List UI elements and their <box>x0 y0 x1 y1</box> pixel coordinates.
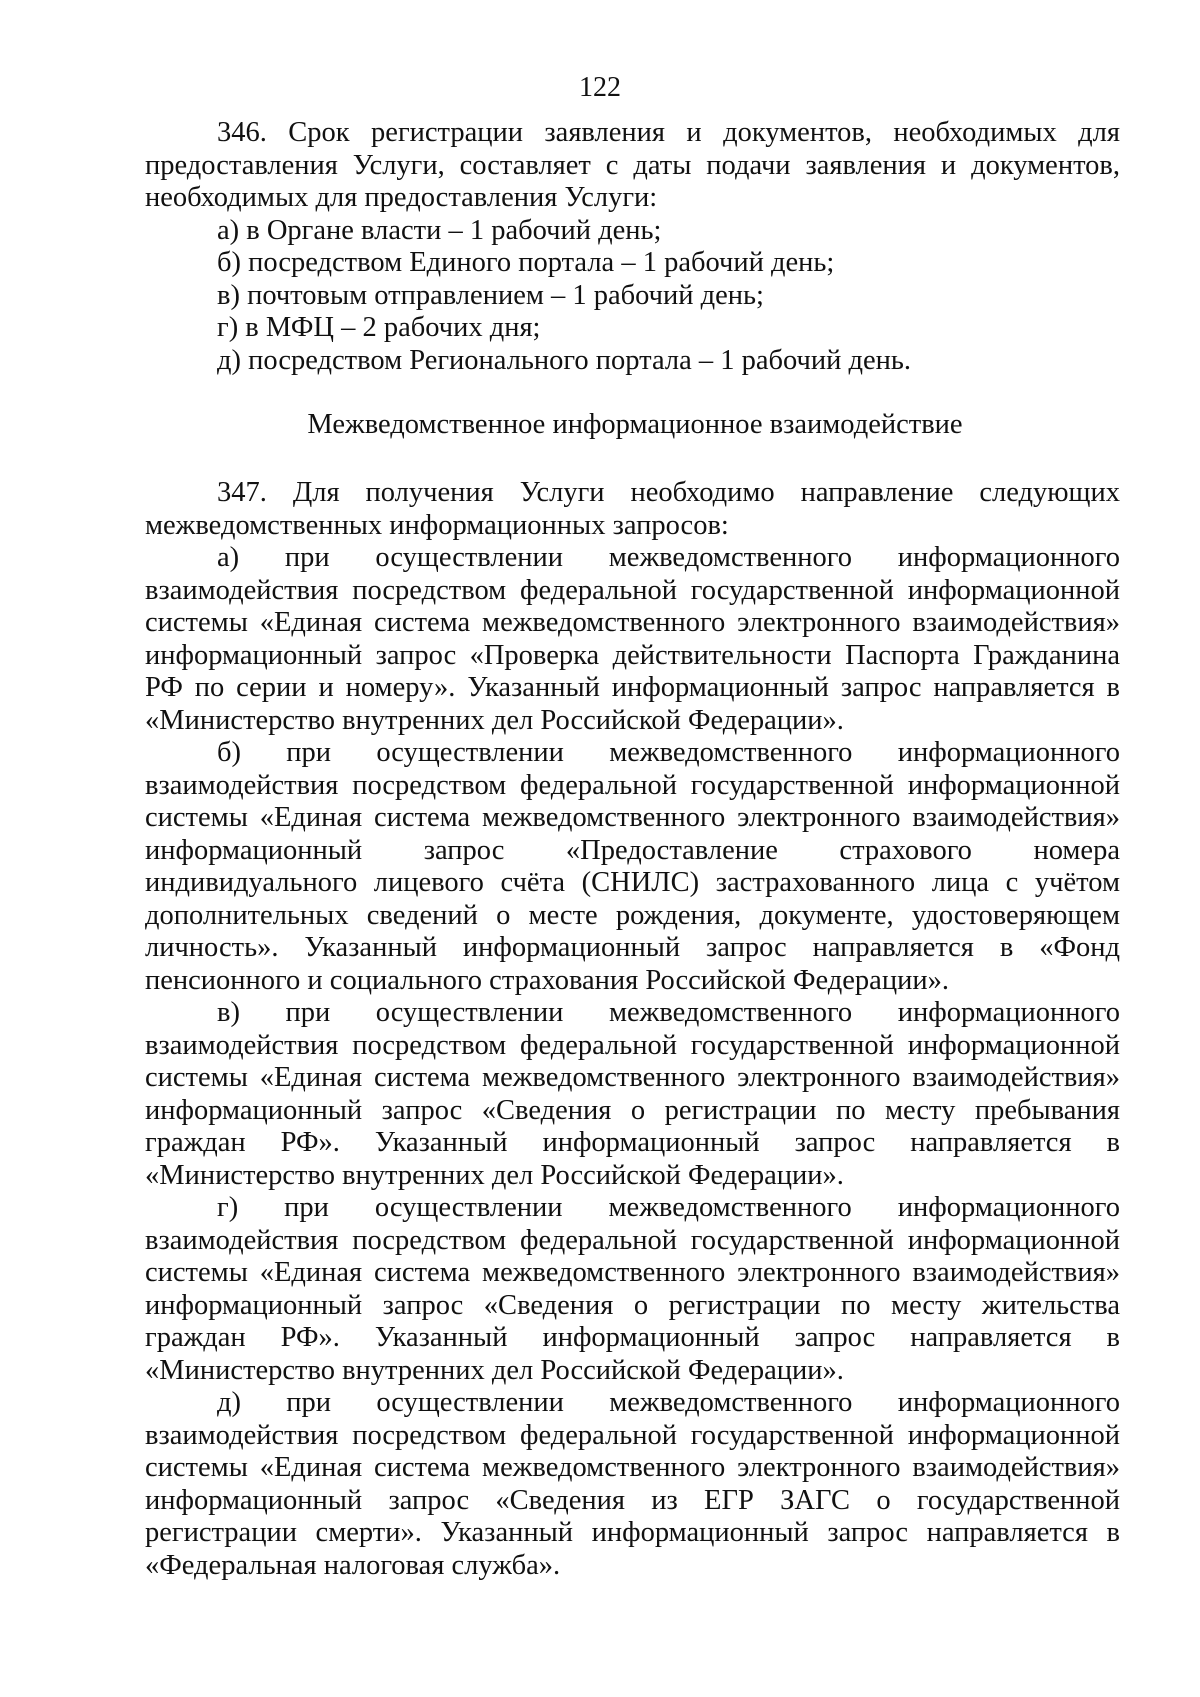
section-347-intro: 347. Для получения Услуги необходимо направление следующих межведомственных информационных запросов: <box>145 477 1120 541</box>
section-346-intro: 346. Срок регистрации заявления и документов, необходимых для предоставления Услуги, составляет с даты подачи заявления и документов, необходимых для предоставления Услуги: <box>145 117 1120 213</box>
section-347-item-c: в) при осуществлении межведомственного информационного взаимодействия посредством федеральной государственной информационной системы «Единая система межведомственного электронного взаимодействия» информационный запрос «Сведения о регистрации по месту пребывания граждан РФ». Указанный информационный запрос направляется в «Министерство внутренних дел Российской Федерации». <box>145 997 1120 1191</box>
section-347-item-d: г) при осуществлении межведомственного информационного взаимодействия посредством федеральной государственной информационной системы «Единая система межведомственного электронного взаимодействия» информационный запрос «Сведения о регистрации по месту жительства граждан РФ». Указанный информационный запрос направляется в «Министерство внутренних дел Российской Федерации». <box>145 1192 1120 1386</box>
section-heading: Межведомственное информационное взаимодействие <box>307 409 963 440</box>
section-346-item-b: б) посредством Единого портала – 1 рабочий день; <box>217 247 835 278</box>
section-346-item-a: а) в Органе власти – 1 рабочий день; <box>217 214 662 246</box>
section-347-item-a: а) при осуществлении межведомственного информационного взаимодействия посредством федеральной государственной информационной системы «Единая система межведомственного электронного взаимодействия» информационный запрос «Проверка действительности Паспорта Гражданина РФ по серии и номеру». Указанный информационный запрос направляется в «Министерство внутренних дел Российской Федерации». <box>145 542 1120 736</box>
section-347-item-b: б) при осуществлении межведомственного информационного взаимодействия посредством федеральной государственной информационной системы «Единая система межведомственного электронного взаимодействия» информационный запрос «Предоставление страхового номера индивидуального лицевого счёта (СНИЛС) застрахованного лица с учётом дополнительных сведений о месте рождения, документе, удостоверяющем личность». Указанный информационный запрос направляется в «Фонд пенсионного и социального страхования Российской Федерации». <box>145 737 1120 996</box>
section-346 <box>145 117 1120 377</box>
section-346-item-d: г) в МФЦ – 2 рабочих дня; <box>217 312 541 343</box>
section-346-item-e: д) посредством Регионального портала – 1 рабочий день. <box>217 344 912 376</box>
section-347-item-e: д) при осуществлении межведомственного информационного взаимодействия посредством федеральной государственной информационной системы «Единая система межведомственного электронного взаимодействия» информационный запрос «Сведения из ЕГР ЗАГС о государственной регистрации смерти». Указанный информационный запрос направляется в «Федеральная налоговая служба». <box>145 1387 1120 1581</box>
page-number: 122 <box>579 72 621 103</box>
section-347 <box>145 477 1120 1582</box>
section-346-item-c: в) почтовым отправлением – 1 рабочий день; <box>217 279 764 311</box>
